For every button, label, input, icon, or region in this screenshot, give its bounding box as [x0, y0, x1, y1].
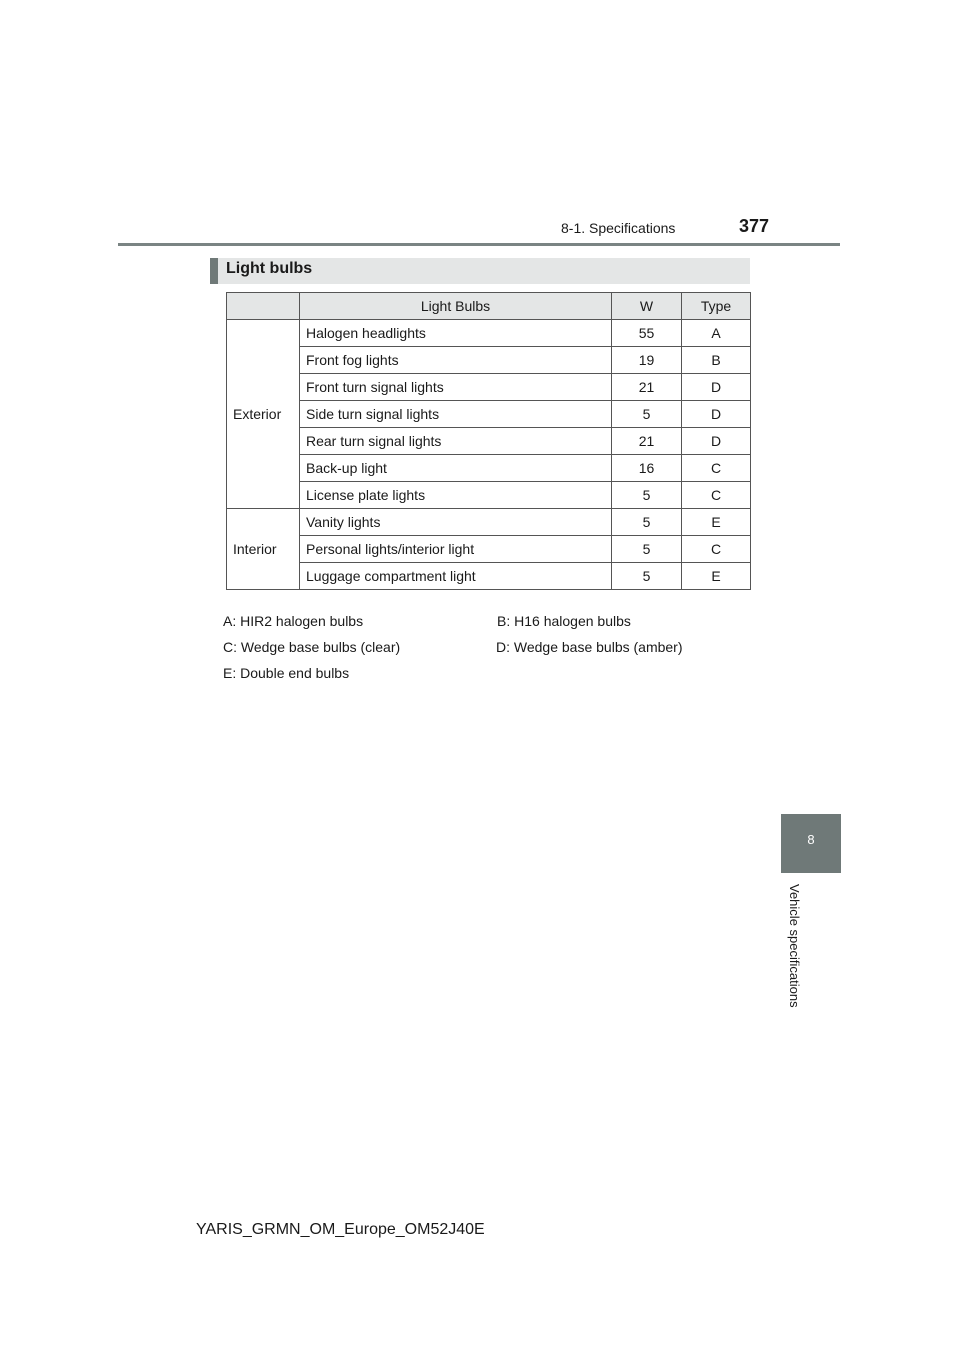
- bulb-watts: 5: [612, 509, 682, 536]
- column-header-type: Type: [682, 293, 751, 320]
- bulb-name: Personal lights/interior light: [300, 536, 612, 563]
- bulb-type: E: [682, 509, 751, 536]
- light-bulbs-table: [226, 292, 751, 590]
- legend-a: A: HIR2 halogen bulbs: [223, 613, 364, 629]
- bulb-name: Front fog lights: [300, 347, 612, 374]
- section-heading-bar: [210, 258, 750, 284]
- section-title: Light bulbs: [226, 260, 313, 277]
- bulb-type: C: [682, 455, 751, 482]
- bulb-type: D: [682, 401, 751, 428]
- footer-doc-code: YARIS_GRMN_OM_Europe_OM52J40E: [196, 1221, 485, 1238]
- bulb-watts: 16: [612, 455, 682, 482]
- table-row: [227, 482, 751, 509]
- table-header-row: [227, 293, 751, 320]
- bulb-type: D: [682, 428, 751, 455]
- table-row: [227, 428, 751, 455]
- bulb-name: Back-up light: [300, 455, 612, 482]
- legend-c: C: Wedge base bulbs (clear): [223, 639, 401, 655]
- bulb-name: Halogen headlights: [300, 320, 612, 347]
- page-number: 377: [739, 216, 770, 236]
- table-row: [227, 374, 751, 401]
- legend-e: E: Double end bulbs: [223, 665, 350, 681]
- header-divider: [118, 243, 840, 246]
- table-row: [227, 563, 751, 590]
- bulb-name: License plate lights: [300, 482, 612, 509]
- chapter-number: 8: [807, 832, 815, 847]
- bulb-name: Vanity lights: [300, 509, 612, 536]
- legend-b: B: H16 halogen bulbs: [497, 613, 631, 629]
- column-header-watts: W: [612, 293, 682, 320]
- bulb-type: B: [682, 347, 751, 374]
- bulb-watts: 21: [612, 374, 682, 401]
- bulb-name: Side turn signal lights: [300, 401, 612, 428]
- chapter-label: Vehicle specifications: [787, 884, 802, 1008]
- bulb-watts: 5: [612, 482, 682, 509]
- table-row: [227, 320, 751, 347]
- bulb-name: Luggage compartment light: [300, 563, 612, 590]
- bulb-name: Front turn signal lights: [300, 374, 612, 401]
- bulb-watts: 5: [612, 401, 682, 428]
- legend-d: D: Wedge base bulbs (amber): [496, 639, 683, 655]
- category-interior: Interior: [227, 509, 300, 590]
- bulb-watts: 5: [612, 536, 682, 563]
- bulb-watts: 55: [612, 320, 682, 347]
- bulb-watts: 19: [612, 347, 682, 374]
- table-row: [227, 536, 751, 563]
- table-row: [227, 347, 751, 374]
- category-exterior: Exterior: [227, 320, 300, 509]
- column-header-category: [227, 293, 300, 320]
- bulb-type: E: [682, 563, 751, 590]
- bulb-type: C: [682, 536, 751, 563]
- table-row: [227, 401, 751, 428]
- chapter-tab: [781, 814, 841, 873]
- bulb-type: D: [682, 374, 751, 401]
- bulb-type: A: [682, 320, 751, 347]
- bulb-type: C: [682, 482, 751, 509]
- table-row: [227, 509, 751, 536]
- bulb-name: Rear turn signal lights: [300, 428, 612, 455]
- bulb-watts: 21: [612, 428, 682, 455]
- bulb-watts: 5: [612, 563, 682, 590]
- table-row: [227, 455, 751, 482]
- running-header-section: 8-1. Specifications: [561, 220, 676, 236]
- column-header-light-bulbs: Light Bulbs: [300, 293, 612, 320]
